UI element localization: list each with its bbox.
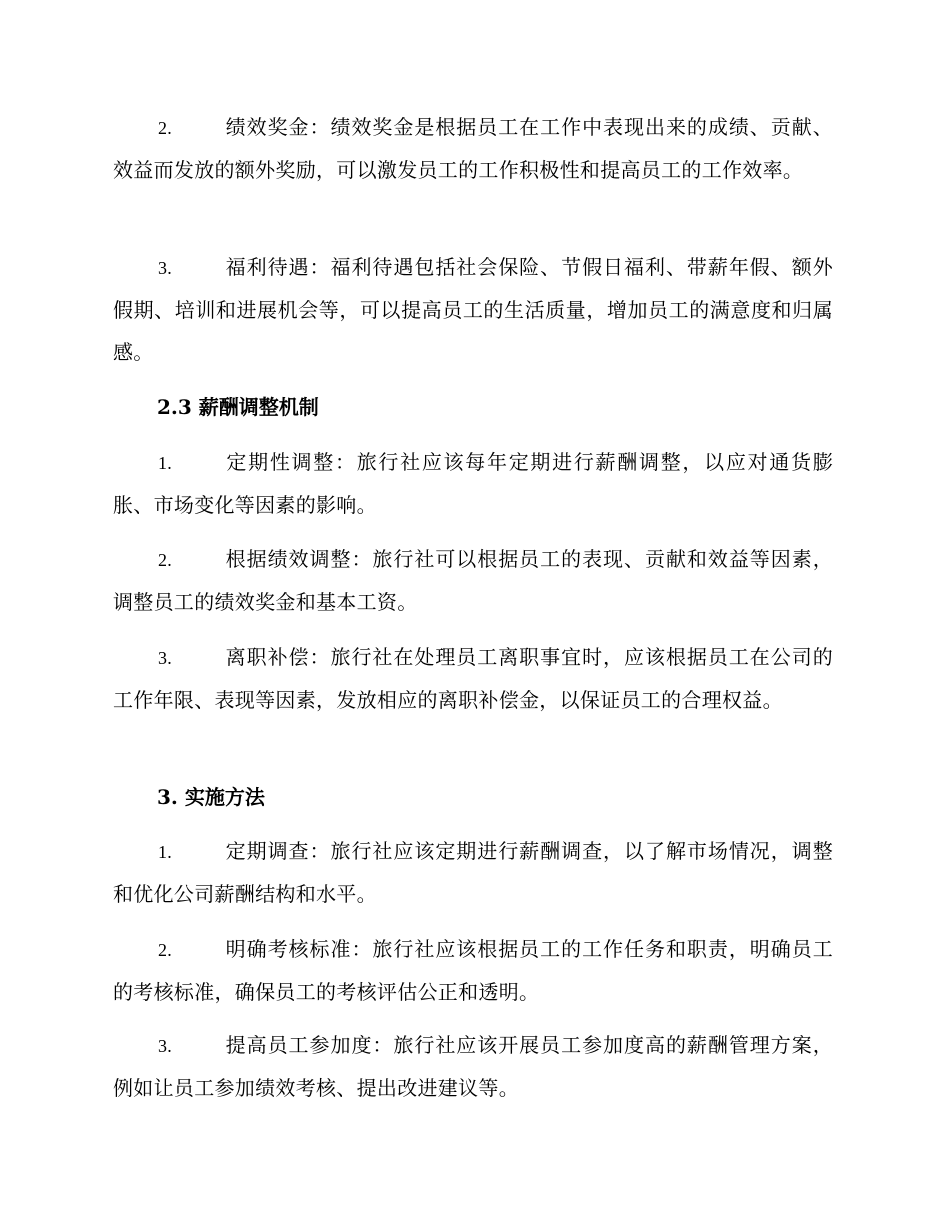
list-number: 2. — [158, 118, 173, 138]
list-number: 2. — [158, 550, 173, 570]
list-number: 3. — [158, 258, 173, 278]
list-item-periodic-survey — [113, 830, 833, 915]
list-item-text: 定期调查：旅行社应该定期进行薪酬调查，以了解市场情况，调整和优化公司薪酬结构和水平。 — [113, 839, 833, 906]
list-item-performance-adjustment — [113, 538, 833, 623]
list-item-text: 福利待遇：福利待遇包括社会保险、节假日福利、带薪年假、额外假期、培训和进展机会等，可以提高员工的生活质量，增加员工的满意度和归属感。 — [113, 255, 833, 364]
list-item-employee-participation — [113, 1024, 833, 1109]
list-item-welfare — [113, 246, 833, 373]
list-number: 3. — [158, 648, 173, 668]
list-item-text: 离职补偿：旅行社在处理员工离职事宜时，应该根据员工在公司的工作年限、表现等因素，发放相应的离职补偿金，以保证员工的合理权益。 — [113, 645, 833, 712]
list-item-text: 根据绩效调整：旅行社可以根据员工的表现、贡献和效益等因素，调整员工的绩效奖金和基本工资。 — [113, 547, 833, 614]
list-number: 2. — [158, 940, 173, 960]
list-item-text: 绩效奖金：绩效奖金是根据员工在工作中表现出来的成绩、贡献、效益而发放的额外奖励，可以激发员工的工作积极性和提高员工的工作效率。 — [113, 115, 833, 182]
list-item-severance — [113, 636, 833, 721]
list-item-performance-bonus — [113, 106, 833, 191]
list-number: 1. — [158, 842, 173, 862]
list-item-assessment-standard — [113, 928, 833, 1013]
list-item-periodic-adjustment — [113, 441, 833, 526]
list-item-text: 定期性调整：旅行社应该每年定期进行薪酬调整，以应对通货膨胀、市场变化等因素的影响。 — [113, 450, 833, 517]
section-heading-salary-adjustment: 2.3 薪酬调整机制 — [157, 395, 319, 419]
list-item-text: 提高员工参加度：旅行社应该开展员工参加度高的薪酬管理方案，例如让员工参加绩效考核、提出改进建议等。 — [113, 1033, 833, 1100]
list-number: 1. — [158, 453, 173, 473]
list-item-text: 明确考核标准：旅行社应该根据员工的工作任务和职责，明确员工的考核标准，确保员工的考核评估公正和透明。 — [113, 937, 833, 1004]
section-heading-implementation: 3. 实施方法 — [157, 785, 265, 809]
list-number: 3. — [158, 1036, 173, 1056]
